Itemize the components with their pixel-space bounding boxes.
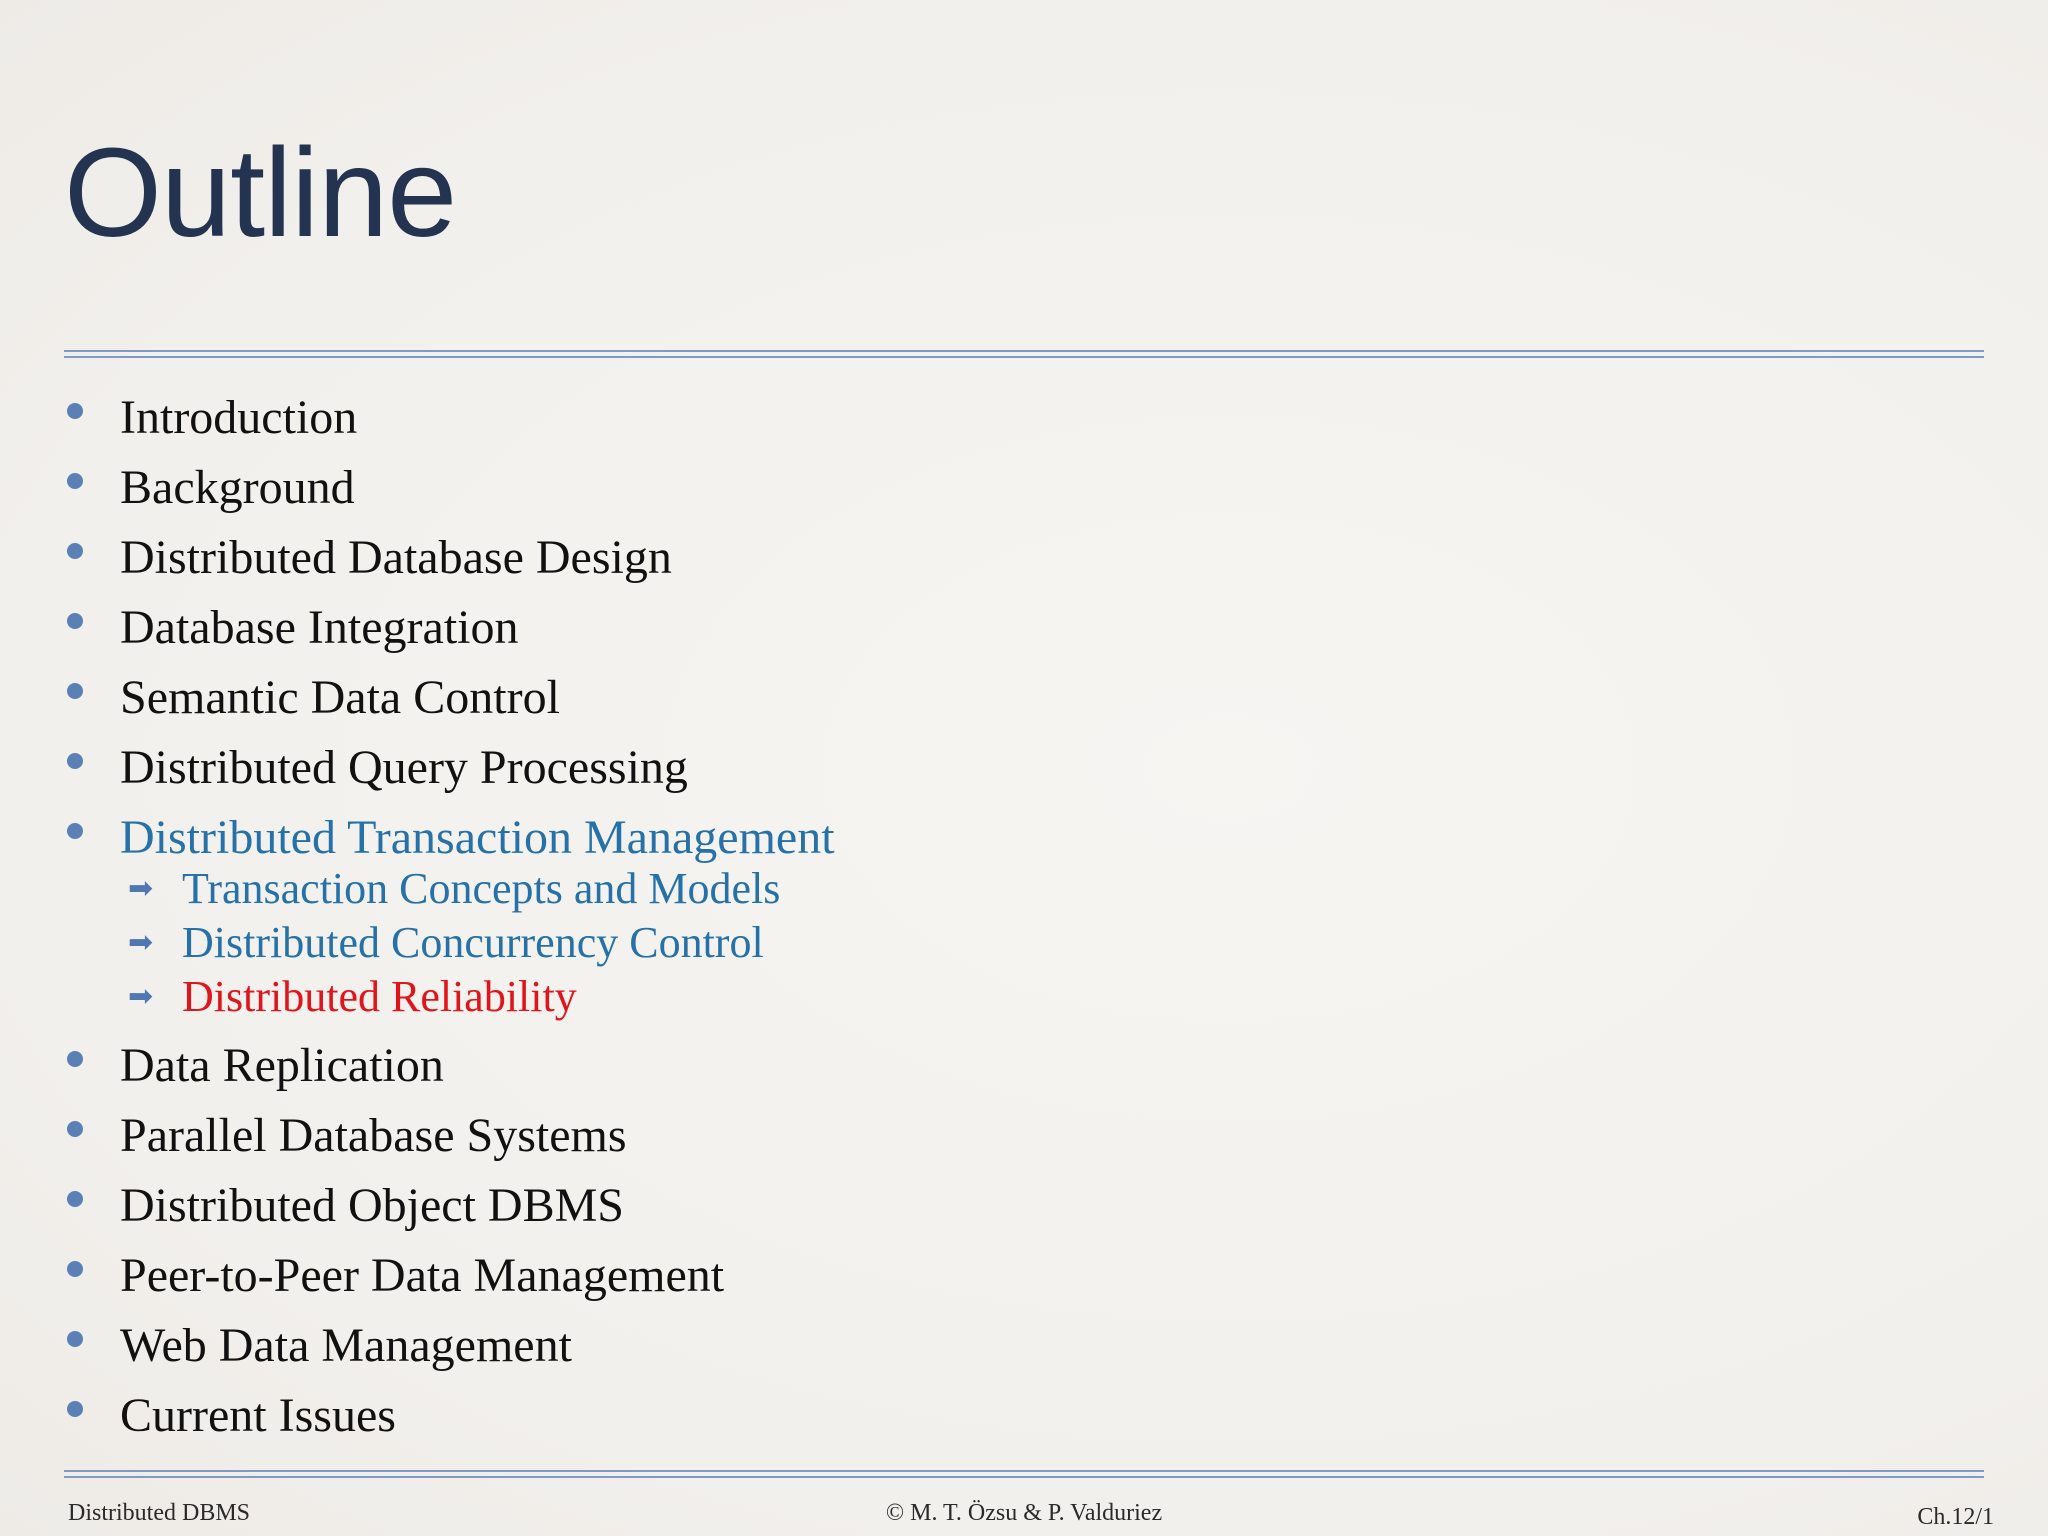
- bullet-icon: [67, 683, 83, 699]
- outline-item-web-data-management: [64, 1314, 1914, 1384]
- bullet-icon: [67, 1261, 83, 1277]
- outline-item-label: Distributed Query Processing: [120, 741, 688, 794]
- outline-item-label: Database Integration: [120, 601, 519, 654]
- bullet-icon: [67, 613, 83, 629]
- outline-item-label: Distributed Database Design: [120, 531, 672, 584]
- title-divider: [64, 350, 1984, 358]
- footer-copyright: © M. T. Özsu & P. Valduriez: [885, 1500, 1163, 1526]
- footer-slide-number: Ch.12/1: [1917, 1504, 1994, 1530]
- bullet-icon: [67, 543, 83, 559]
- outline-subitem-concurrency-control: [64, 916, 1914, 970]
- outline-item-label: Distributed Object DBMS: [120, 1179, 624, 1232]
- outline-subitem-label: Distributed Reliability: [182, 972, 577, 1021]
- outline-item-label: Introduction: [120, 391, 358, 444]
- outline-subitem-label: Transaction Concepts and Models: [182, 864, 781, 913]
- arrow-right-icon: ➡: [128, 871, 154, 906]
- outline-subitem-transaction-concepts: [64, 862, 1914, 916]
- arrow-right-icon: ➡: [128, 925, 154, 960]
- outline-item-distributed-transaction-management: [64, 806, 1914, 862]
- outline-item-introduction: [64, 386, 1914, 456]
- outline-item-data-replication: [64, 1034, 1914, 1104]
- outline-item-distributed-query-processing: [64, 736, 1914, 806]
- bullet-icon: [67, 1331, 83, 1347]
- outline-subitem-label: Distributed Concurrency Control: [182, 918, 764, 967]
- bullet-icon: [67, 473, 83, 489]
- bullet-icon: [67, 1121, 83, 1137]
- outline-subitem-distributed-reliability: [64, 970, 1914, 1024]
- outline-item-current-issues: [64, 1384, 1914, 1454]
- bullet-icon: [67, 403, 83, 419]
- outline-item-label: Semantic Data Control: [120, 671, 560, 724]
- outline-item-distributed-object-dbms: [64, 1174, 1914, 1244]
- bullet-icon: [67, 1051, 83, 1067]
- outline-item-semantic-data-control: [64, 666, 1914, 736]
- footer-course-name: Distributed DBMS: [68, 1500, 251, 1526]
- outline-item-label: Peer-to-Peer Data Management: [120, 1249, 725, 1302]
- outline-item-label: Distributed Transaction Management: [120, 811, 835, 864]
- outline-item-database-integration: [64, 596, 1914, 666]
- outline-item-label: Current Issues: [120, 1389, 396, 1442]
- bullet-icon: [67, 1191, 83, 1207]
- outline-item-label: Parallel Database Systems: [120, 1109, 627, 1162]
- bullet-icon: [67, 1401, 83, 1417]
- outline-item-label: Web Data Management: [120, 1319, 572, 1372]
- arrow-right-icon: ➡: [128, 979, 154, 1014]
- bullet-icon: [67, 823, 83, 839]
- outline-item-distributed-database-design: [64, 526, 1914, 596]
- outline-item-label: Background: [120, 461, 355, 514]
- outline-list: [64, 386, 1914, 1454]
- outline-item-label: Data Replication: [120, 1039, 444, 1092]
- footer-divider: [64, 1470, 1984, 1478]
- slide-title: Outline: [64, 122, 457, 263]
- bullet-icon: [67, 753, 83, 769]
- outline-item-peer-to-peer: [64, 1244, 1914, 1314]
- outline-item-background: [64, 456, 1914, 526]
- outline-item-parallel-database-systems: [64, 1104, 1914, 1174]
